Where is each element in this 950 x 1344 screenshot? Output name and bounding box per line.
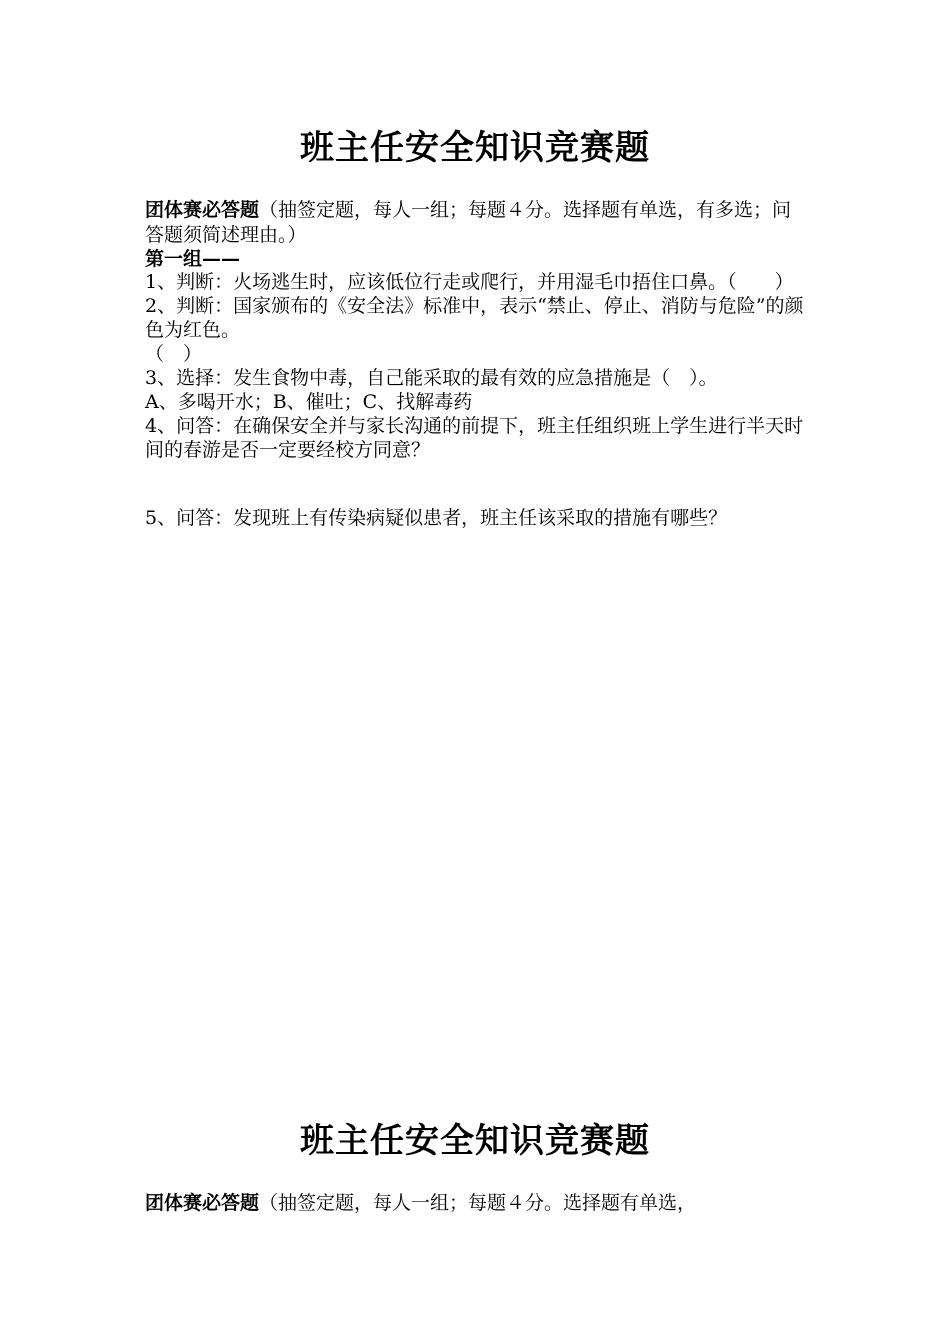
intro-paragraph: [145, 198, 810, 248]
question-5: 5、问答：发现班上有传染病疑似患者，班主任该采取的措施有哪些？: [145, 507, 728, 529]
intro-paragraph-2: [145, 1191, 810, 1216]
intro-text-2: （抽签定题，每人一组；每题４分。选择题有单选，: [259, 1192, 697, 1214]
question-3: 3、选择：发生食物中毒，自己能采取的最有效的应急措施是（ ）。: [145, 367, 718, 389]
question-4: 4、问答：在确保安全并与家长沟通的前提下，班主任组织班上学生进行半天时间的春游是否一定要经校方同意？: [145, 415, 804, 461]
question-3-options: A、多喝开水；B、催吐；C、找解毒药: [145, 391, 473, 413]
intro-heading: 团体赛必答题: [145, 199, 260, 221]
page-title: 班主任安全知识竞赛题: [300, 128, 650, 168]
question-1: 1、判断：火场逃生时，应该低位行走或爬行，并用湿毛巾捂住口鼻。（ ）: [145, 271, 794, 293]
question-2-answer-blank: （ ）: [145, 343, 203, 365]
question-2: 2、判断：国家颁布的《安全法》标准中，表示“禁止、停止、消防与危险”的颜色为红色。: [145, 295, 804, 341]
question-section-2: [145, 1191, 810, 1216]
page-title-2: 班主任安全知识竞赛题: [300, 1121, 650, 1161]
question-section: [145, 198, 810, 530]
intro-text: （抽签定题，每人一组；每题４分。选择题有单选，有多选；问答题须简述理由。）: [145, 199, 792, 246]
intro-heading-2: 团体赛必答题: [145, 1192, 260, 1214]
answer-space: [145, 462, 810, 506]
group-label: 第一组——: [145, 248, 241, 270]
